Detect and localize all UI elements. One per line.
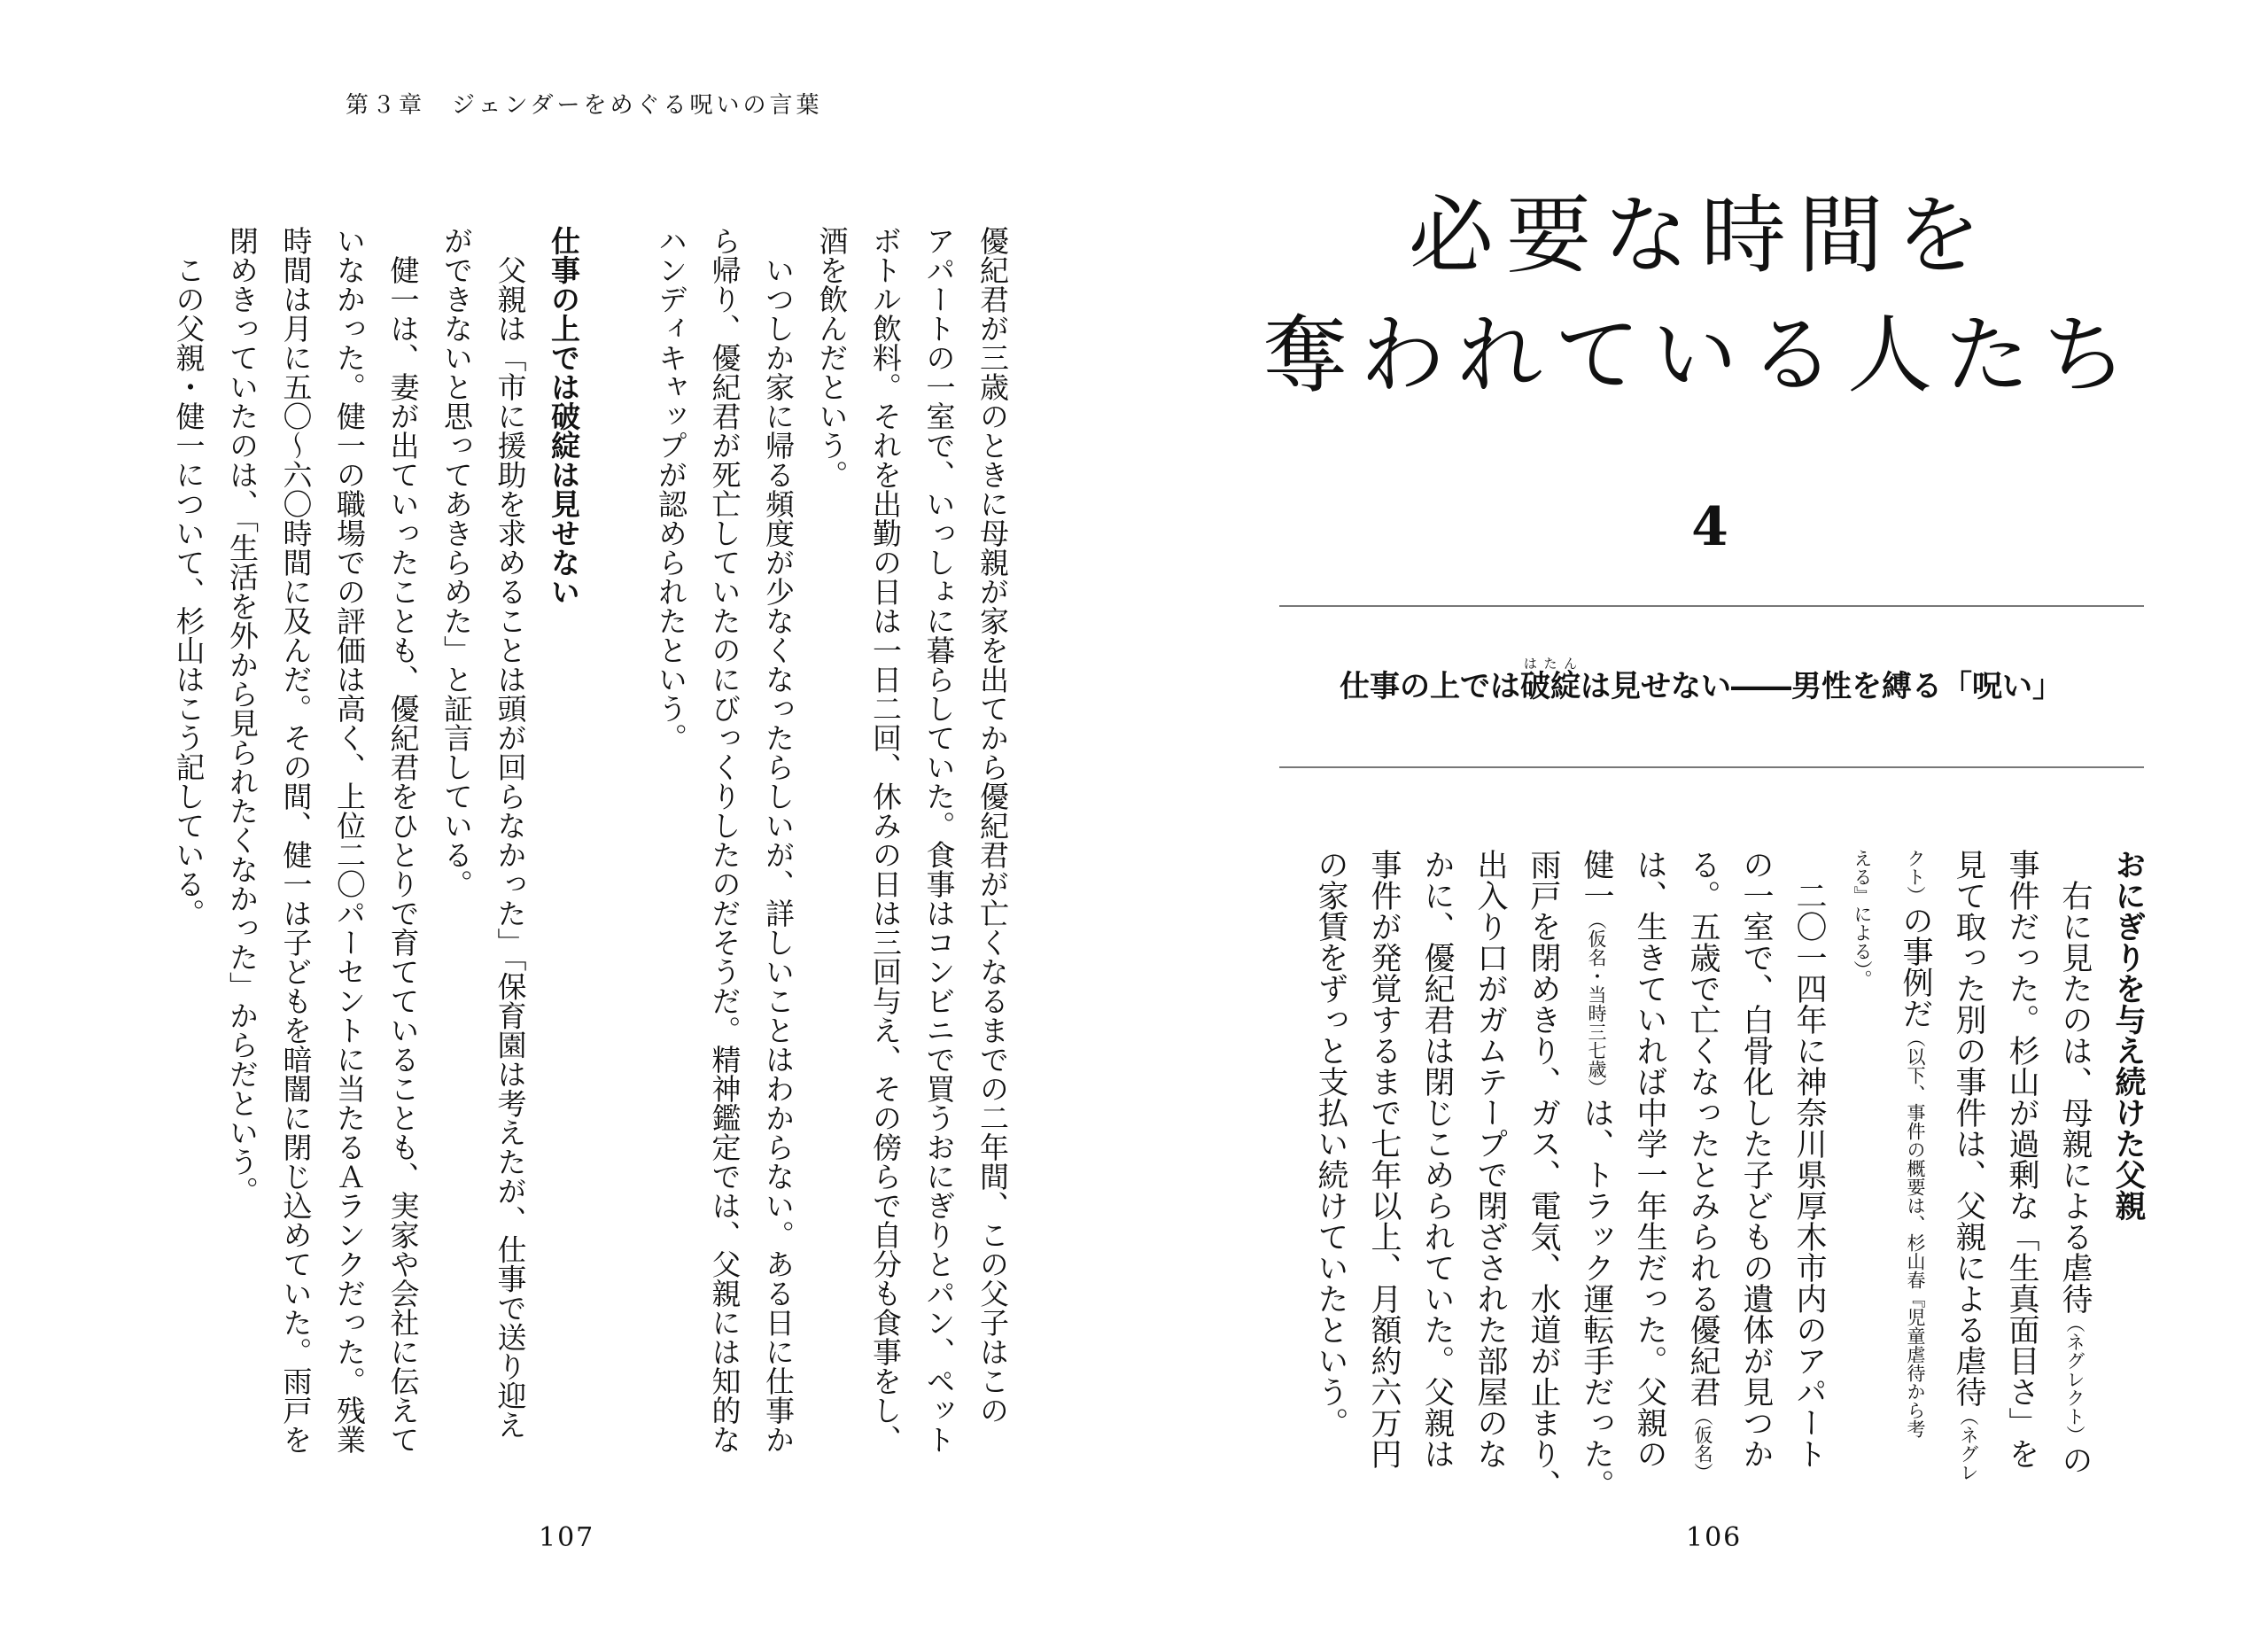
ruby-base: 破綻 [1520,669,1581,704]
text-segment: かに、優紀君は閉じこめられていた。父親は [1419,849,1455,1469]
chapter-title-line-2: 奪われている人たち [1262,306,2140,405]
text-segment: いつしか家に帰る頻度が少なくなったらしいが、詳しいことはわからない。ある日に仕事か [761,226,796,1454]
text-segment: 優紀君が三歳のときに母親が家を出てから優紀君が亡くなるまでの二年間、この父子はこの [975,226,1010,1425]
text-segment: 健一 [1579,849,1614,911]
section-heading [2101,849,2155,1469]
text-segment: は、生きていれば中学一年生だった。父親の [1632,849,1667,1469]
divider-bottom [1279,766,2144,768]
text-segment: の [2057,1444,2093,1475]
text-segment: 出入り口がガムテープで閉ざされた部屋のな [1472,849,1508,1469]
divider-top [1279,605,2144,607]
text-line [483,226,537,1466]
right-page-body [1304,849,2155,1500]
text-line [1410,849,1464,1469]
text-segment: 事件が発覚するまで七年以上、月額約六万円 [1366,849,1402,1469]
ruby-reading: はたん [1520,656,1581,672]
inline-note: （ネグレ [1958,1407,1979,1481]
text-segment: 右に見たのは、母親による虐待 [2057,849,2093,1314]
text-segment: この父親・健一について、杉山はこう記している。 [171,226,206,928]
text-line [1783,849,1836,1469]
text-segment: 見て取った別の事件は、父親による虐待 [1951,849,1986,1407]
text-line [1836,849,1889,1469]
inline-note: （仮名・当時三七歳） [1586,911,1607,1097]
text-segment: は、トラック運転手だった。 [1579,1097,1614,1500]
subtitle-after: は見せない――男性を縛る「呪い」 [1581,669,2062,704]
text-segment: 閉めきっていたのは、「生活を外から見られたくなかった」からだという。 [225,226,260,1206]
text-line [966,226,1020,1466]
text-line [590,226,644,1466]
page-number-right: 106 [1686,1522,1743,1553]
text-segment: おにぎりを与え続けた父親 [2110,849,2146,1221]
inline-note: （以下、事件の概要は、杉山春『児童虐待から考 [1905,1029,1926,1438]
running-head: 第３章 ジェンダーをめぐる呪いの言葉 [346,92,823,119]
text-line [1995,849,2048,1469]
text-line [322,226,377,1466]
text-line [268,226,322,1466]
text-segment: 雨戸を閉めきり、ガス、電気、水道が止まり、 [1526,849,1561,1500]
text-segment [601,226,635,255]
page-number-left: 107 [539,1522,595,1553]
text-line [804,226,858,1466]
text-line [644,226,698,1466]
text-segment: る。五歳で亡くなったとみられる優紀君 [1685,849,1720,1407]
inline-note: （ネグレクト） [2064,1314,2085,1444]
text-line [376,226,430,1466]
text-segment: アパートの一室で、いっしょに暮らしていた。食事はコンビニで買うおにぎりとパン、ペット [921,226,957,1454]
chapter-title-line-1: 必要な時間を [1409,186,1993,285]
text-line [1517,849,1570,1500]
text-line [858,226,913,1466]
text-segment: ボトル飲料。それを出勤の日は一日二回、休みの日は三回与え、その傍らで自分も食事をし、 [868,226,903,1454]
text-segment: いなかった。健一の職場での評価は高く、上位二〇パーセントに当たるＡランクだった。残業 [332,226,367,1454]
text-line [1729,849,1783,1469]
text-line [751,226,805,1466]
section-heading [537,226,591,1466]
text-line [697,226,751,1466]
text-segment: 二〇一四年に神奈川県厚木市内のアパート [1791,849,1827,1469]
text-segment: 健一は、妻が出ていったことも、優紀君をひとりで育てていることも、実家や会社に伝えて [385,226,421,1454]
text-line [1623,849,1676,1469]
text-segment: 酒を飲んだという。 [814,226,850,489]
left-page-body [161,226,1019,1466]
text-segment: 仕事の上では破綻は見せない [547,226,581,606]
text-line [161,226,215,1466]
text-line [1464,849,1517,1469]
text-segment: の事例だ [1898,905,1933,1029]
text-segment: ができないと思ってあきらめた」と証言している。 [439,226,474,898]
text-line [1570,849,1623,1500]
chapter-number: 4 [1691,496,1728,558]
text-line [215,226,269,1466]
text-segment: の家賃をずっと支払い続けていたという。 [1313,849,1348,1438]
text-segment: の一室で、白骨化した子どもの遺体が見つか [1738,849,1774,1469]
subtitle-ruby [1520,656,1581,704]
text-line [1889,849,1942,1469]
inline-note: クト） [1905,849,1926,905]
inline-note: （仮名） [1692,1407,1713,1481]
text-line [430,226,484,1466]
text-line [2048,849,2101,1475]
text-segment: 父親は「市に援助を求めることは頭が回らなかった」「保育園は考えたが、仕事で送り迎え [493,226,528,1440]
inline-note: える』による）。 [1852,849,1873,989]
text-line [1304,849,1357,1469]
text-segment: 時間は月に五〇～六〇時間に及んだ。その間、健一は子どもを暗闇に閉じ込めていた。雨戸を [278,226,314,1454]
text-segment: ハンディキャップが認められたという。 [654,226,688,752]
text-segment: ら帰り、優紀君が死亡していたのにびっくりしたのだそうだ。精神鑑定では、父親には知的な [707,226,742,1454]
text-line [1676,849,1729,1481]
chapter-subtitle [1258,656,2144,705]
text-segment: 事件だった。杉山が過剰な「生真面目さ」を [2004,849,2039,1469]
text-line [912,226,966,1466]
text-line [1942,849,1995,1481]
subtitle-before: 仕事の上では [1340,669,1520,704]
text-line [1357,849,1410,1469]
